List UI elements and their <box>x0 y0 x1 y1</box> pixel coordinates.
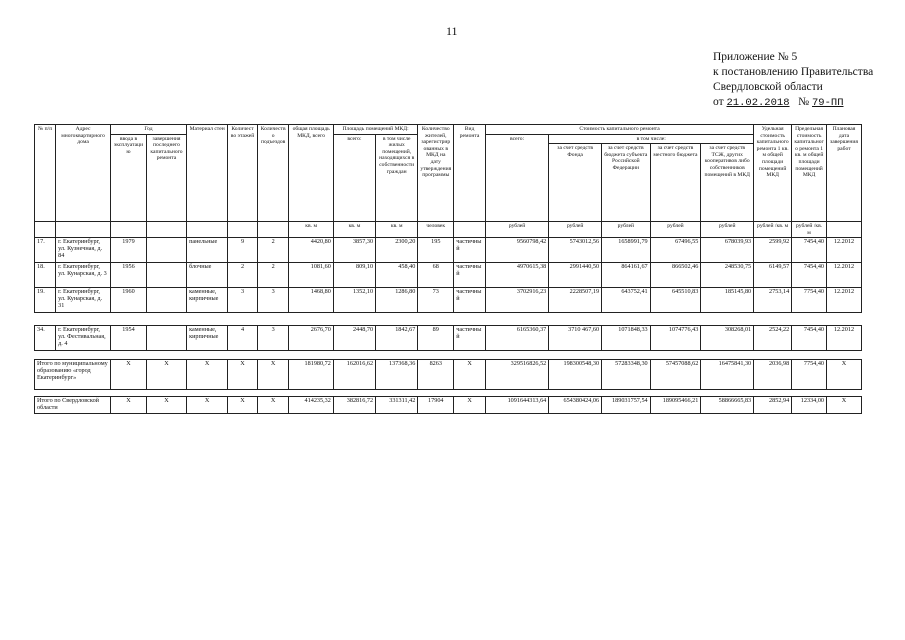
approval-date-prefix: от <box>713 96 724 108</box>
cell-cost-local: 1074776,43 <box>650 326 701 351</box>
cell-cost-owners: 678039,93 <box>701 238 754 263</box>
header-wall-material: Материал стен <box>187 125 228 222</box>
cell-floors: 3 <box>228 288 258 313</box>
unit-rub-region: рублей <box>602 222 651 238</box>
cell-cost-owners: 308268,01 <box>701 326 754 351</box>
header-floors: Количество этажей <box>228 125 258 222</box>
total-premises: 162016,62 <box>333 360 375 390</box>
total-specific-cost: 2036,98 <box>754 360 792 390</box>
cell-year-rep <box>146 263 186 288</box>
cell-total-area: 4420,80 <box>289 238 333 263</box>
header-cost-incl: в том числе: <box>549 134 754 144</box>
unit-rub-total: рублей <box>485 222 548 238</box>
approval-date-line <box>713 95 873 111</box>
cell-limit-cost: 7754,40 <box>792 288 827 313</box>
cell-premises-residents: 458,40 <box>376 263 418 288</box>
header-residents: Количество жителей, зарегистрированных в МКД на дату утверждения программы <box>418 125 454 222</box>
row-gap <box>35 390 862 397</box>
approval-block <box>713 50 873 111</box>
total-x: X <box>454 397 486 413</box>
total-x: X <box>111 360 147 390</box>
total-x: X <box>827 360 862 390</box>
cell-address: г. Екатеринбург, ул. Кунарская, д. 3 <box>56 263 111 288</box>
row-gap <box>35 313 862 326</box>
cell-planned-date: 12.2012 <box>827 326 862 351</box>
header-specific-cost: Удельная стоимость капитального ремонта 1 кв. м общей площади помещений МКД <box>754 125 792 222</box>
cell-limit-cost: 7454,40 <box>792 238 827 263</box>
cell-planned-date: 12.2012 <box>827 238 862 263</box>
total-x: X <box>146 360 186 390</box>
table-row <box>35 326 862 351</box>
total-cost-region: 57283348,30 <box>602 360 651 390</box>
cell-cost-owners: 248530,75 <box>701 263 754 288</box>
page-number: 11 <box>446 24 458 38</box>
cell-year-in: 1960 <box>111 288 147 313</box>
total-cost: 1091644313,64 <box>485 397 548 413</box>
total-x: X <box>257 397 289 413</box>
cell-num: 17. <box>35 238 56 263</box>
cell-floors: 4 <box>228 326 258 351</box>
cell-total-area: 1081,60 <box>289 263 333 288</box>
cell-num: 34. <box>35 326 56 351</box>
cell-cost-region: 1658991,79 <box>602 238 651 263</box>
cell-year-rep <box>146 326 186 351</box>
unit-area-premises: кв. м <box>333 222 375 238</box>
row-gap <box>35 351 862 360</box>
total-cost: 329516826,52 <box>485 360 548 390</box>
cell-specific-cost: 2599,92 <box>754 238 792 263</box>
unit-people: человек <box>418 222 454 238</box>
cell-limit-cost: 7454,40 <box>792 263 827 288</box>
cell-total-area: 1468,80 <box>289 288 333 313</box>
approval-line-1: Приложение № 5 <box>713 51 798 63</box>
header-year: Год <box>111 125 187 135</box>
cell-num: 18. <box>35 263 56 288</box>
cell-premises-residents: 2300,20 <box>376 238 418 263</box>
cell-cost-fund: 2228507,19 <box>549 288 602 313</box>
total-specific-cost: 2852,94 <box>754 397 792 413</box>
total-x: X <box>228 360 258 390</box>
header-total-area: общая площадь МКД, всего <box>289 125 333 222</box>
header-cost-fund: за счет средств Фонда <box>549 144 602 222</box>
header-address: Адрес многоквартирного дома <box>56 125 111 222</box>
cell-premises-total: 809,10 <box>333 263 375 288</box>
cell-cost-total: 6165360,37 <box>485 326 548 351</box>
cell-repair-type: частичный <box>454 326 486 351</box>
total-label: Итого по Свердловской области <box>35 397 111 413</box>
total-cost-fund: 198300548,30 <box>549 360 602 390</box>
total-row-region <box>35 397 862 413</box>
cell-planned-date: 12.2012 <box>827 288 862 313</box>
cell-cost-fund: 2991440,50 <box>549 263 602 288</box>
header-premises-area: Площадь помещений МКД: <box>333 125 417 135</box>
total-residents: 17904 <box>418 397 454 413</box>
total-premises: 382816,72 <box>333 397 375 413</box>
total-limit-cost: 7754,40 <box>792 360 827 390</box>
header-repair-type: Вид ремонта <box>454 125 486 222</box>
total-label: Итого по муниципальному образованию «город Екатеринбург» <box>35 360 111 390</box>
table-row <box>35 263 862 288</box>
cell-entrances: 3 <box>257 326 289 351</box>
total-x: X <box>187 360 228 390</box>
cell-cost-total: 9560798,42 <box>485 238 548 263</box>
cell-premises-total: 1352,10 <box>333 288 375 313</box>
table-row <box>35 288 862 313</box>
unit-rub-per-m-limit: рублей /кв. м <box>792 222 827 238</box>
header-cost-local: за счет средств местного бюджета <box>650 144 701 222</box>
total-x: X <box>454 360 486 390</box>
cell-entrances: 2 <box>257 263 289 288</box>
cell-material: каменные, кирпичные <box>187 288 228 313</box>
total-cost-owners: 16475841,30 <box>701 360 754 390</box>
approval-number: 79-ПП <box>812 97 844 109</box>
cell-address: г. Екатеринбург, ул. Фестивальная, д. 4 <box>56 326 111 351</box>
header-limit-cost: Предельная стоимость капитального ремонта 1 кв. м общей площади помещений МКД <box>792 125 827 222</box>
total-premises-residents: 331311,42 <box>376 397 418 413</box>
cell-repair-type: частичный <box>454 238 486 263</box>
cell-total-area: 2676,70 <box>289 326 333 351</box>
total-x: X <box>257 360 289 390</box>
cell-cost-region: 864161,67 <box>602 263 651 288</box>
cell-entrances: 2 <box>257 238 289 263</box>
approval-number-prefix: № <box>798 96 810 108</box>
cell-year-rep <box>146 288 186 313</box>
total-area: 414235,32 <box>289 397 333 413</box>
header-num: № п/п <box>35 125 56 222</box>
total-x: X <box>111 397 147 413</box>
cell-year-rep <box>146 238 186 263</box>
header-cost: Стоимость капитального ремонта <box>485 125 753 135</box>
header-year-commission: ввода в эксплуатацию <box>111 134 147 222</box>
header-planned-date: Плановая дата завершения работ <box>827 125 862 222</box>
cell-cost-local: 866502,46 <box>650 263 701 288</box>
header-premises-total: всего: <box>333 134 375 222</box>
unit-area-residents: кв. м <box>376 222 418 238</box>
header-entrances: Количество подъездов <box>257 125 289 222</box>
total-cost-local: 189095466,21 <box>650 397 701 413</box>
approval-line-2: к постановлению Правительства <box>713 66 874 78</box>
approval-date: 21.02.2018 <box>726 97 790 109</box>
cell-cost-region: 643752,41 <box>602 288 651 313</box>
cell-premises-total: 3857,30 <box>333 238 375 263</box>
header-cost-total: всего: <box>485 134 548 222</box>
header-premises-residents: в том числе жилых помещений, находящихся в собственности граждан <box>376 134 418 222</box>
cell-premises-total: 2448,70 <box>333 326 375 351</box>
cell-cost-owners: 185145,80 <box>701 288 754 313</box>
cell-cost-fund: 5743012,56 <box>549 238 602 263</box>
cell-cost-local: 67496,55 <box>650 238 701 263</box>
total-cost-local: 57457088,62 <box>650 360 701 390</box>
cell-planned-date: 12.2012 <box>827 263 862 288</box>
total-row-municipal <box>35 360 862 390</box>
header-cost-region: за счет средств бюджета субъекта Российской Федерации <box>602 144 651 222</box>
cell-specific-cost: 2524,22 <box>754 326 792 351</box>
cell-address: г. Екатеринбург, ул. Кузнечная, д. 84 <box>56 238 111 263</box>
total-cost-fund: 654380424,06 <box>549 397 602 413</box>
table-row <box>35 238 862 263</box>
cell-cost-local: 645510,83 <box>650 288 701 313</box>
cell-cost-total: 4970615,38 <box>485 263 548 288</box>
cell-year-in: 1956 <box>111 263 147 288</box>
cell-year-in: 1954 <box>111 326 147 351</box>
header-year-last-repair: завершения последнего капитального ремонта <box>146 134 186 222</box>
repair-table <box>34 124 862 414</box>
total-x: X <box>827 397 862 413</box>
cell-repair-type: частичный <box>454 288 486 313</box>
cell-residents: 73 <box>418 288 454 313</box>
cell-entrances: 3 <box>257 288 289 313</box>
total-x: X <box>228 397 258 413</box>
unit-rub-fund: рублей <box>549 222 602 238</box>
total-residents: 8263 <box>418 360 454 390</box>
approval-line-3: Свердловской области <box>713 81 823 93</box>
total-x: X <box>146 397 186 413</box>
total-premises-residents: 137368,36 <box>376 360 418 390</box>
total-x: X <box>187 397 228 413</box>
cell-num: 19. <box>35 288 56 313</box>
cell-residents: 68 <box>418 263 454 288</box>
header-cost-owners: за счет средств ТСЖ, других кооперативов либо собственников помещений в МКД <box>701 144 754 222</box>
total-cost-region: 189031757,54 <box>602 397 651 413</box>
cell-limit-cost: 7454,40 <box>792 326 827 351</box>
cell-year-in: 1979 <box>111 238 147 263</box>
cell-residents: 89 <box>418 326 454 351</box>
cell-premises-residents: 1286,80 <box>376 288 418 313</box>
cell-address: г. Екатеринбург, ул. Кунарская, д. 31 <box>56 288 111 313</box>
unit-rub-owners: рублей <box>701 222 754 238</box>
total-cost-owners: 58866665,83 <box>701 397 754 413</box>
cell-residents: 195 <box>418 238 454 263</box>
cell-floors: 9 <box>228 238 258 263</box>
cell-floors: 2 <box>228 263 258 288</box>
cell-cost-region: 1071848,33 <box>602 326 651 351</box>
cell-specific-cost: 2753,14 <box>754 288 792 313</box>
cell-material: блочные <box>187 263 228 288</box>
cell-material: каменные, кирпичные <box>187 326 228 351</box>
cell-specific-cost: 6149,57 <box>754 263 792 288</box>
unit-area-total: кв. м <box>289 222 333 238</box>
cell-cost-fund: 3710 467,60 <box>549 326 602 351</box>
total-area: 181980,72 <box>289 360 333 390</box>
unit-rub-per-m-specific: рублей /кв. м <box>754 222 792 238</box>
cell-repair-type: частичный <box>454 263 486 288</box>
total-limit-cost: 12334,00 <box>792 397 827 413</box>
unit-rub-local: рублей <box>650 222 701 238</box>
cell-premises-residents: 1842,67 <box>376 326 418 351</box>
cell-material: панельные <box>187 238 228 263</box>
cell-cost-total: 3702916,23 <box>485 288 548 313</box>
